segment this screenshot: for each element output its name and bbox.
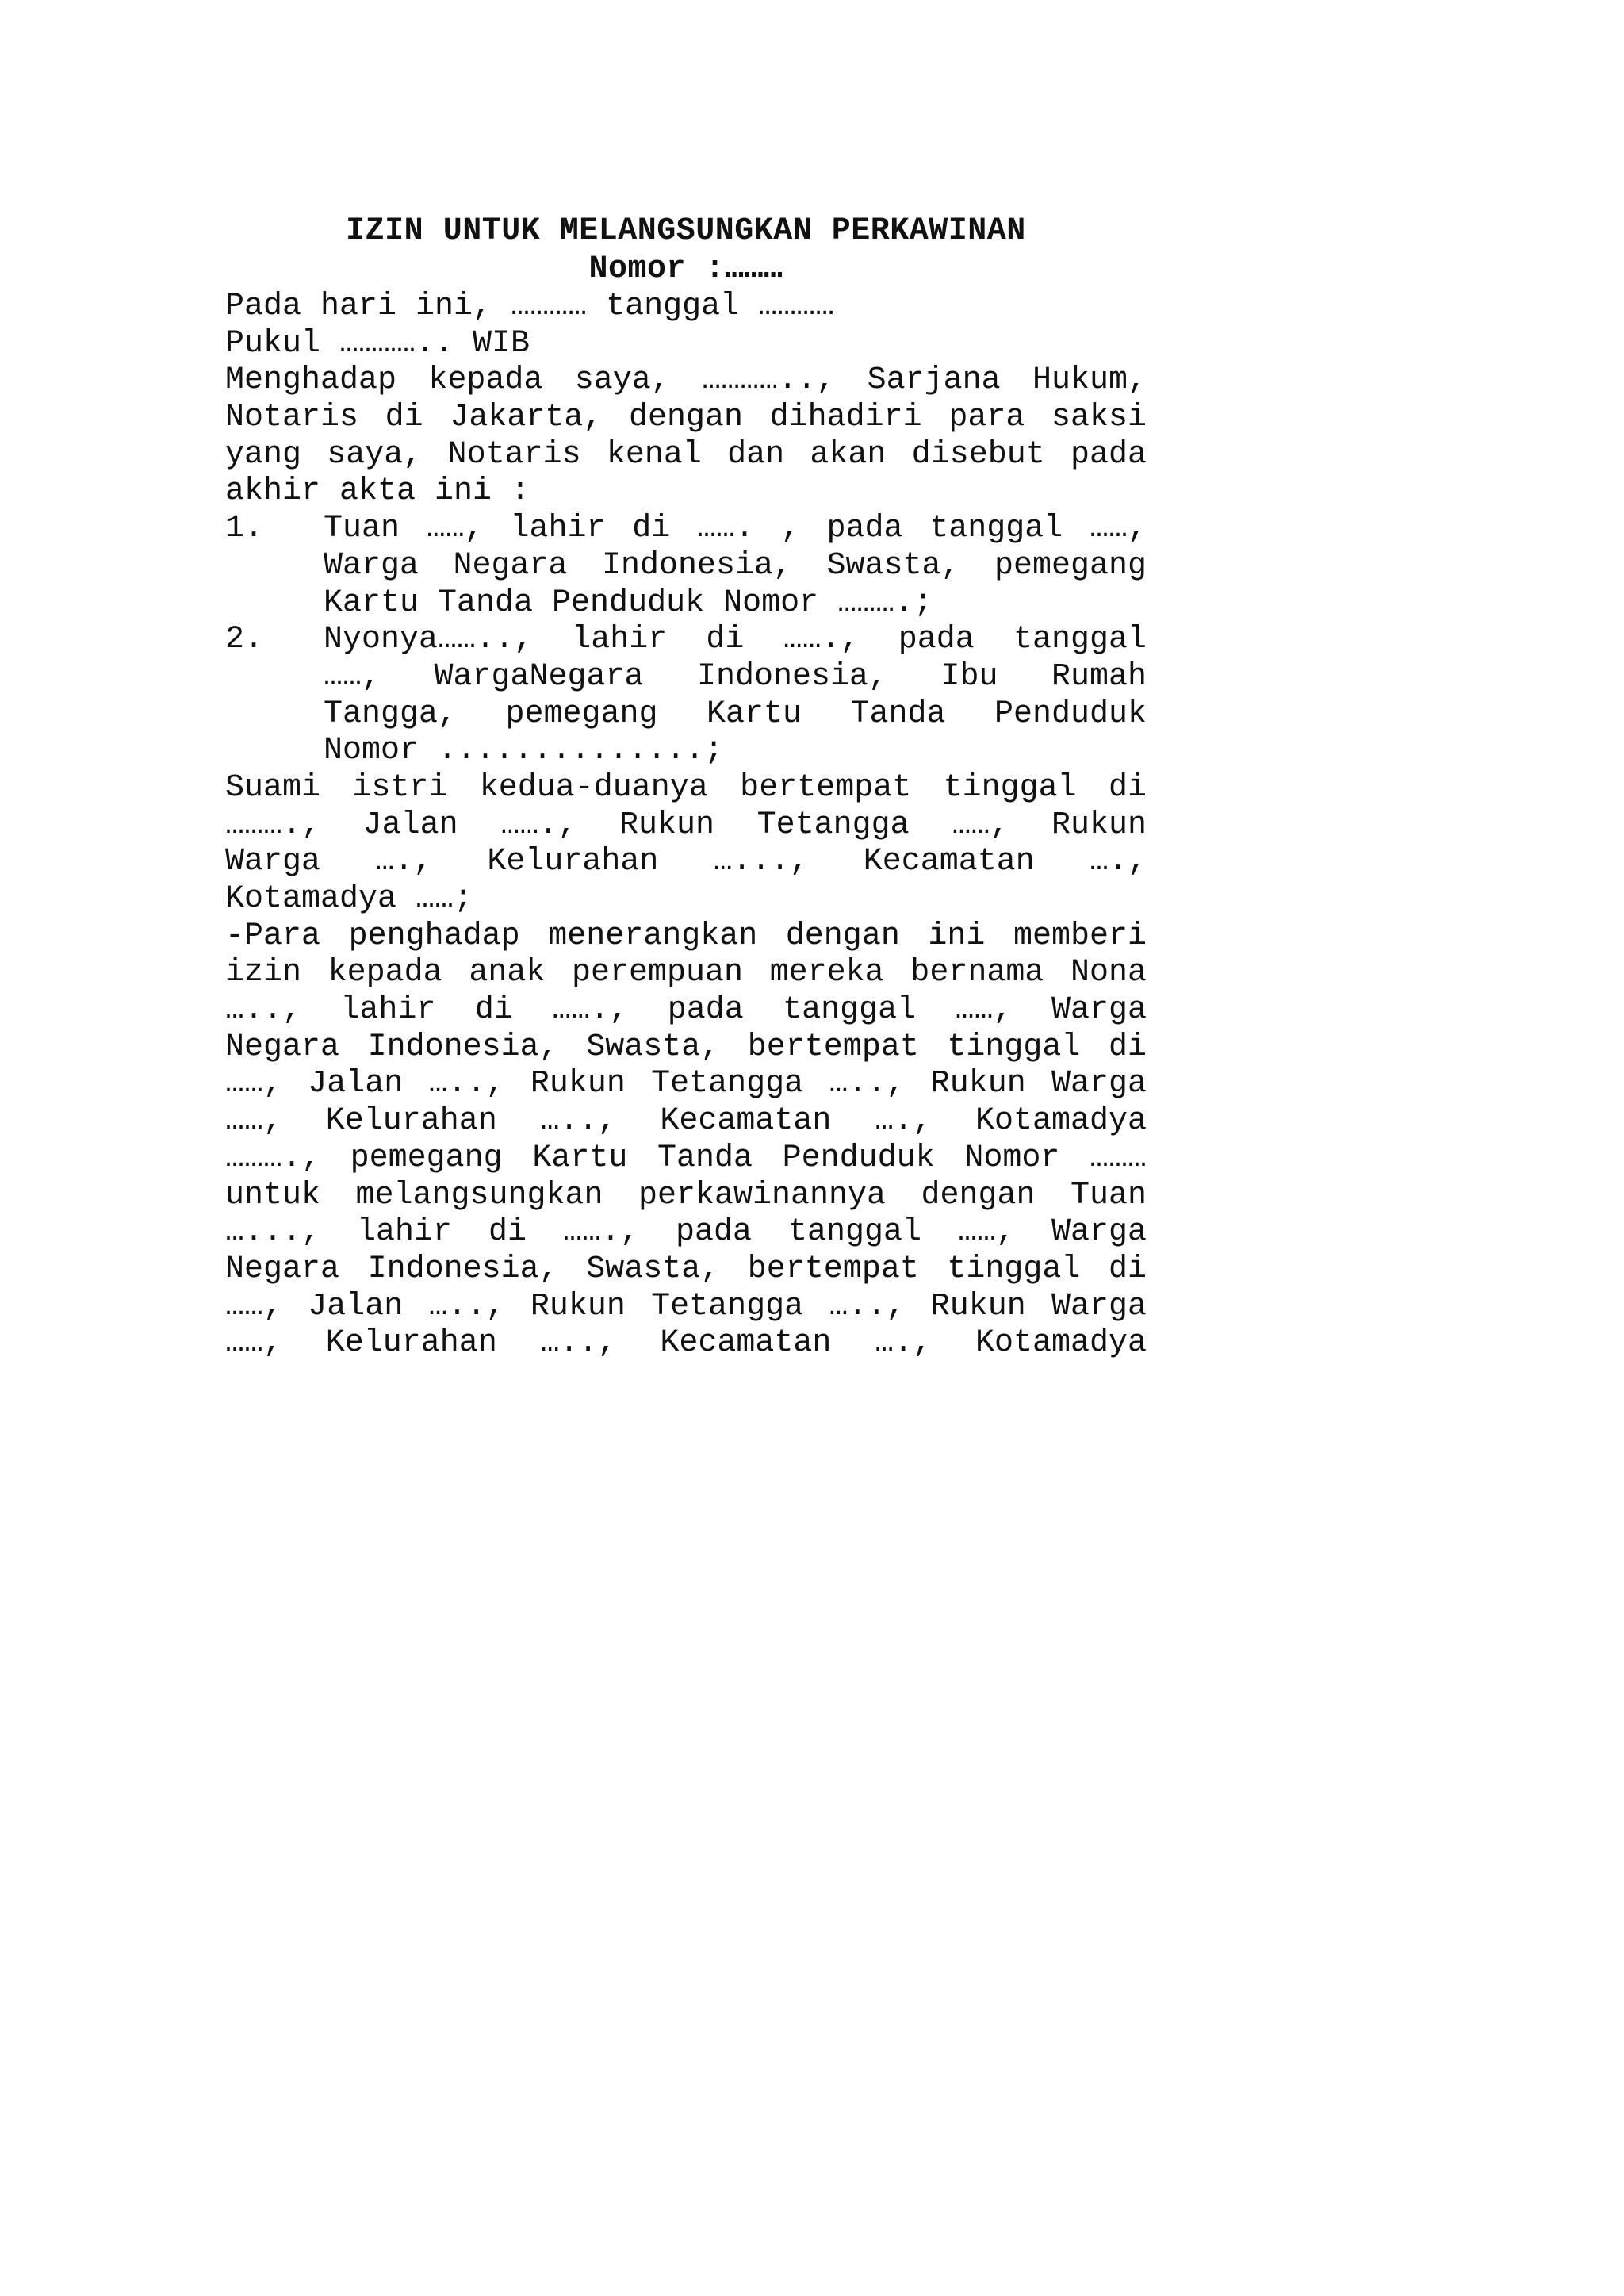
opening-paragraph [225, 289, 1147, 511]
text-line: yang saya, Notaris kenal dan akan disebut pada [225, 436, 1147, 473]
text-line: akhir akta ini : [225, 473, 530, 510]
list-item-number: 2. [225, 622, 264, 658]
list-item-1 [225, 511, 1147, 622]
text-line: Notaris di Jakarta, dengan dihadiri para saksi [225, 400, 1147, 436]
text-line: ………., pemegang Kartu Tanda Penduduk Nomor ……… [225, 1140, 1147, 1176]
text-line: Negara Indonesia, Swasta, bertempat tinggal di [225, 1029, 1147, 1065]
text-line: Warga …., Kelurahan …..., Kecamatan …., [225, 844, 1147, 880]
text-line: Kartu Tanda Penduduk Nomor ……….; [324, 585, 933, 621]
text-line: ……, Kelurahan ….., Kecamatan …., Kotamadya [225, 1103, 1147, 1140]
text-line: Pukul ………….. WIB [225, 325, 530, 362]
text-line: izin kepada anak perempuan mereka bernama Nona [225, 955, 1147, 991]
text-line: ……, Jalan ….., Rukun Tetangga ….., Rukun Warga [225, 1288, 1147, 1324]
document-number: Nomor :……… [588, 251, 783, 287]
text-line: ……, Jalan ….., Rukun Tetangga ….., Rukun Warga [225, 1066, 1147, 1102]
document-title: IZIN UNTUK MELANGSUNGKAN PERKAWINAN [346, 213, 1026, 249]
text-line: ….., lahir di ……., pada tanggal ……, Warga [225, 992, 1147, 1029]
list-item-text: Tuan ……, lahir di ……. , pada tanggal ……, [324, 511, 1147, 547]
text-line: …..., lahir di ……., pada tanggal ……, Warga [225, 1214, 1147, 1251]
list-item-text: Nyonya…….., lahir di ……., pada tanggal [324, 622, 1147, 658]
text-line: Menghadap kepada saya, ………….., Sarjana Hukum, [225, 362, 1147, 399]
text-line: Warga Negara Indonesia, Swasta, pemegang [324, 547, 1147, 584]
text-line: Nomor ..............; [324, 733, 724, 769]
text-line: ……, WargaNegara Indonesia, Ibu Rumah [324, 658, 1147, 695]
text-line: ………., Jalan ……., Rukun Tetangga ……, Rukun [225, 807, 1147, 843]
text-line: Suami istri kedua-duanya bertempat tinggal di [225, 769, 1147, 806]
text-line: Tangga, pemegang Kartu Tanda Penduduk [324, 696, 1147, 732]
text-line: ……, Kelurahan ….., Kecamatan …., Kotamadya [225, 1325, 1147, 1362]
text-line: Negara Indonesia, Swasta, bertempat tinggal di [225, 1251, 1147, 1287]
text-line: Pada hari ini, ………… tanggal ………… [225, 289, 835, 324]
list-item-first-line [225, 511, 1147, 548]
list-item-2 [225, 622, 1147, 770]
list-item-first-line [225, 622, 1147, 659]
document-page [225, 213, 1147, 1363]
text-line: -Para penghadap menerangkan dengan ini memberi [225, 918, 1147, 954]
list-item-number: 1. [225, 511, 264, 547]
body-paragraph [225, 770, 1147, 1363]
text-line: Kotamadya ……; [225, 881, 473, 917]
text-line: untuk melangsungkan perkawinannya dengan Tuan [225, 1177, 1147, 1213]
